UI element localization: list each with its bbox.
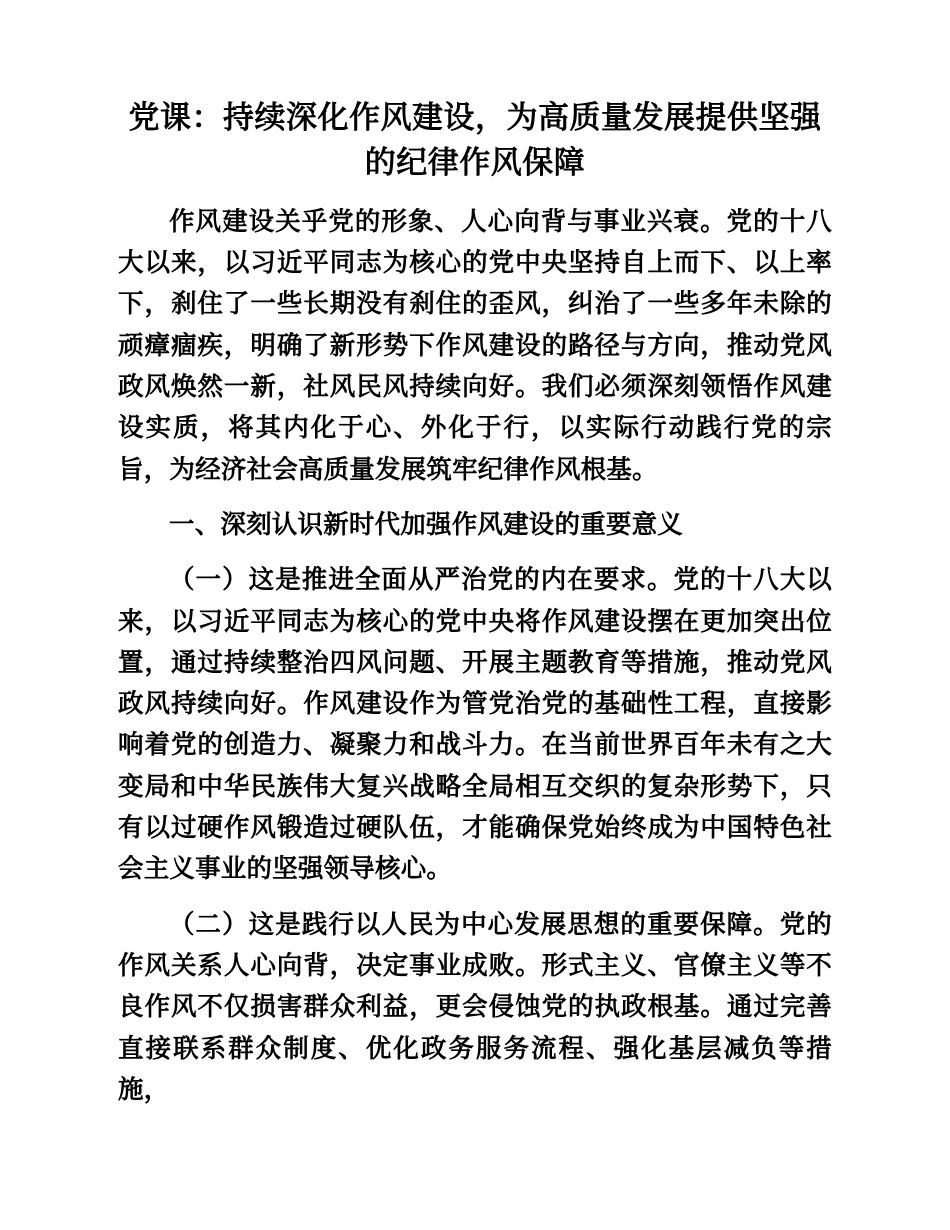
paragraph-spacer	[118, 497, 832, 505]
paragraph-section-1-1: （一）这是推进全面从严治党的内在要求。党的十八大以来，以习近平同志为核心的党中央将作风建设摆在更加突出位置，通过持续整治四风问题、开展主题教育等措施，推动党风政风持续向好。作风建设作为管党治党的基础性工程，直接影响着党的创造力、凝聚力和战斗力。在当前世界百年未有之大变局和中华民族伟大复兴战略全局相互交织的复杂形势下，只有以过硬作风锻造过硬队伍，才能确保党始终成为中国特色社会主义事业的坚强领导核心。	[118, 566, 832, 884]
document-title: 党课：持续深化作风建设，为高质量发展提供坚强的纪律作风保障	[128, 100, 822, 180]
paragraph-intro: 作风建设关乎党的形象、人心向背与事业兴衰。党的十八大以来，以习近平同志为核心的党中央坚持自上而下、以上率下，刹住了一些长期没有刹住的歪风，纠治了一些多年未除的顽瘴痼疾，明确了新形势下作风建设的路径与方向，推动党风政风焕然一新，社风民风持续向好。我们必须深刻领悟作风建设实质，将其内化于心、外化于行，以实际行动践行党的宗旨，为经济社会高质量发展筑牢纪律作风根基。	[118, 207, 832, 484]
paragraph-section-1-2: （二）这是践行以人民为中心发展思想的重要保障。党的作风关系人心向背，决定事业成败。形式主义、官僚主义等不良作风不仅损害群众利益，更会侵蚀党的执政根基。通过完善直接联系群众制度、优化政务服务流程、强化基层减负等措施，	[118, 910, 832, 1104]
paragraph-spacer	[118, 552, 832, 560]
section-heading-1: 一、深刻认识新时代加强作风建设的重要意义	[169, 510, 684, 539]
paragraph-spacer	[118, 897, 832, 905]
